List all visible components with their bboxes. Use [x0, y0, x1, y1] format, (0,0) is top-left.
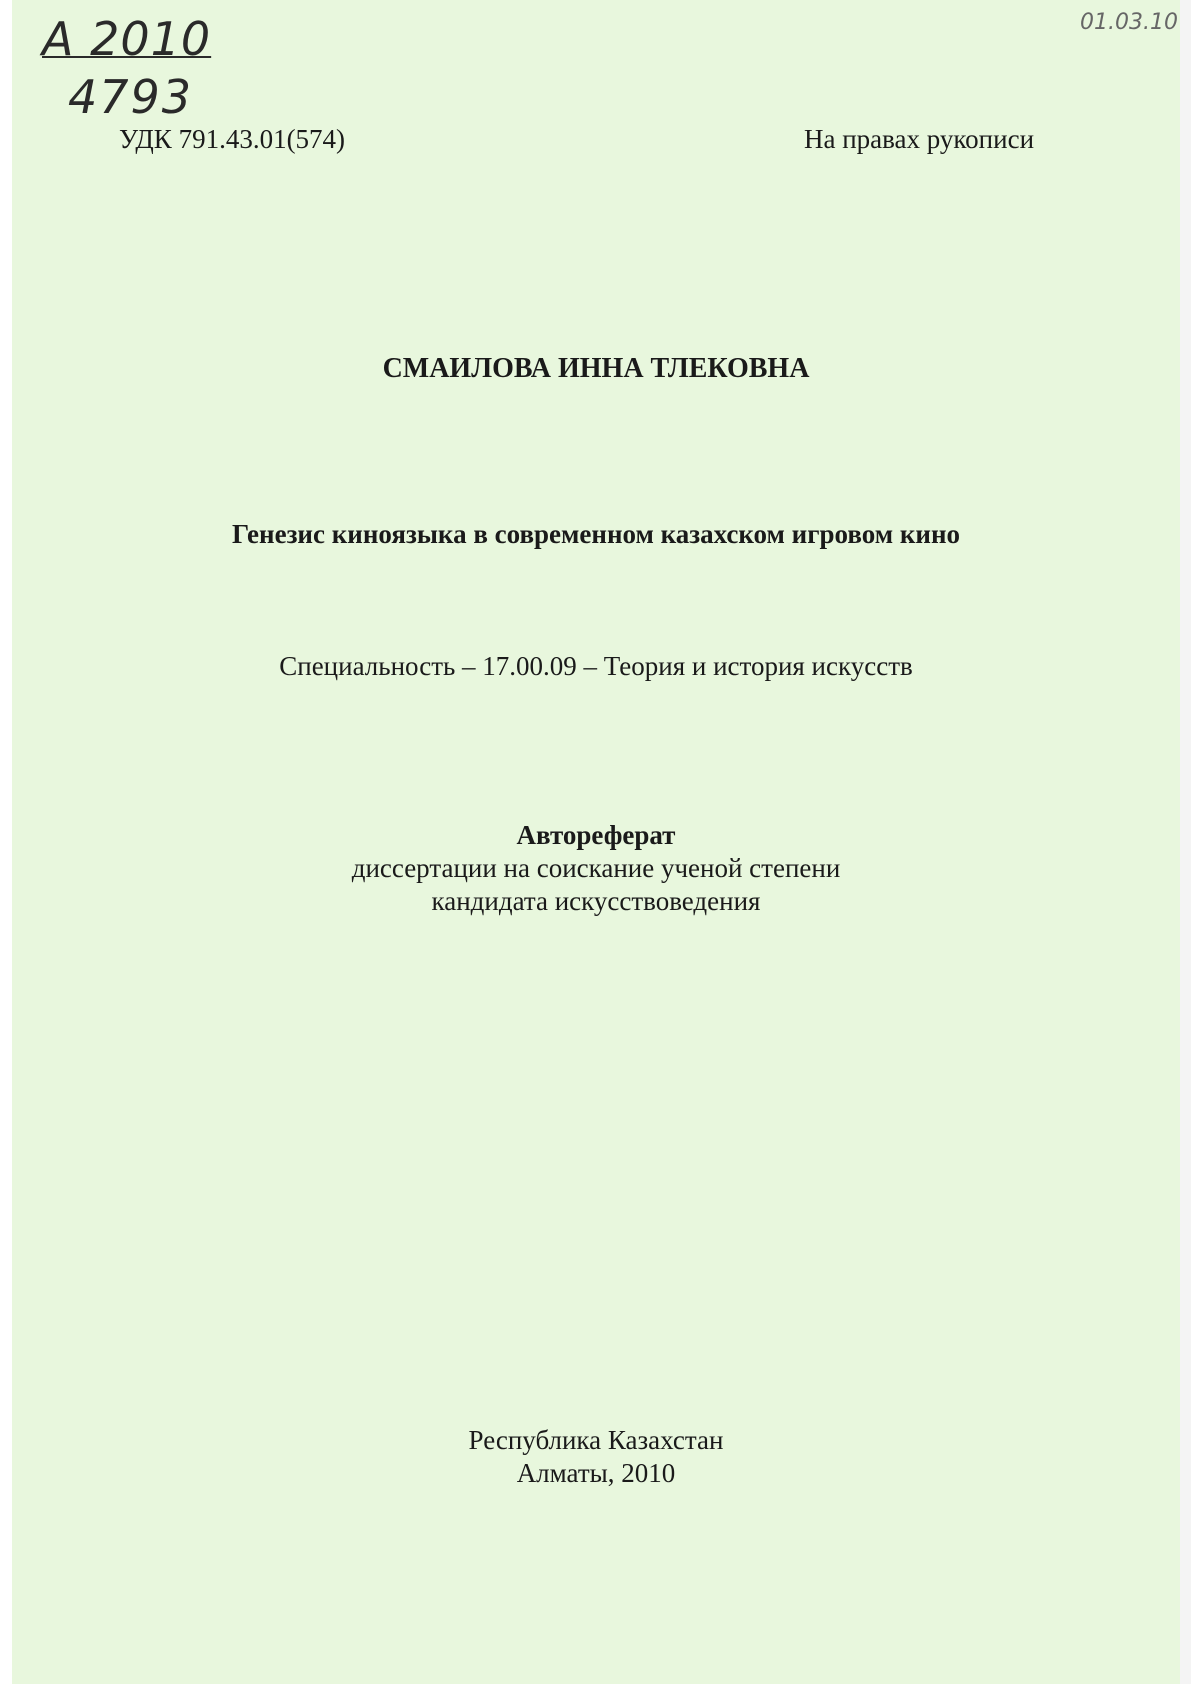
handwritten-shelfmark-text: A 2010	[42, 12, 212, 66]
author-name: СМАИЛОВА ИННА ТЛЕКОВНА	[382, 353, 810, 384]
manuscript-rights-note: На правах рукописи	[804, 124, 1035, 154]
publication-city-year: Алматы, 2010	[516, 1458, 676, 1488]
abstract-degree-type: кандидата искусствоведения	[431, 886, 761, 916]
dissertation-title: Генезис киноязыка в современном казахском игровом кино	[231, 519, 961, 549]
scan-edge	[1180, 0, 1191, 1684]
udc-code: УДК 791.43.01(574)	[119, 124, 346, 154]
document-page	[12, 0, 1180, 1684]
abstract-degree-line: диссертации на соискание ученой степени	[351, 853, 841, 883]
specialty-line: Специальность – 17.00.09 – Теория и история искусств	[279, 651, 913, 681]
publication-country: Республика Казахстан	[468, 1425, 724, 1455]
abstract-heading: Автореферат	[516, 820, 676, 850]
handwritten-shelfmark	[42, 12, 211, 66]
handwritten-date: 01.03.10	[1080, 10, 1178, 35]
handwritten-number: 4793	[68, 70, 194, 124]
